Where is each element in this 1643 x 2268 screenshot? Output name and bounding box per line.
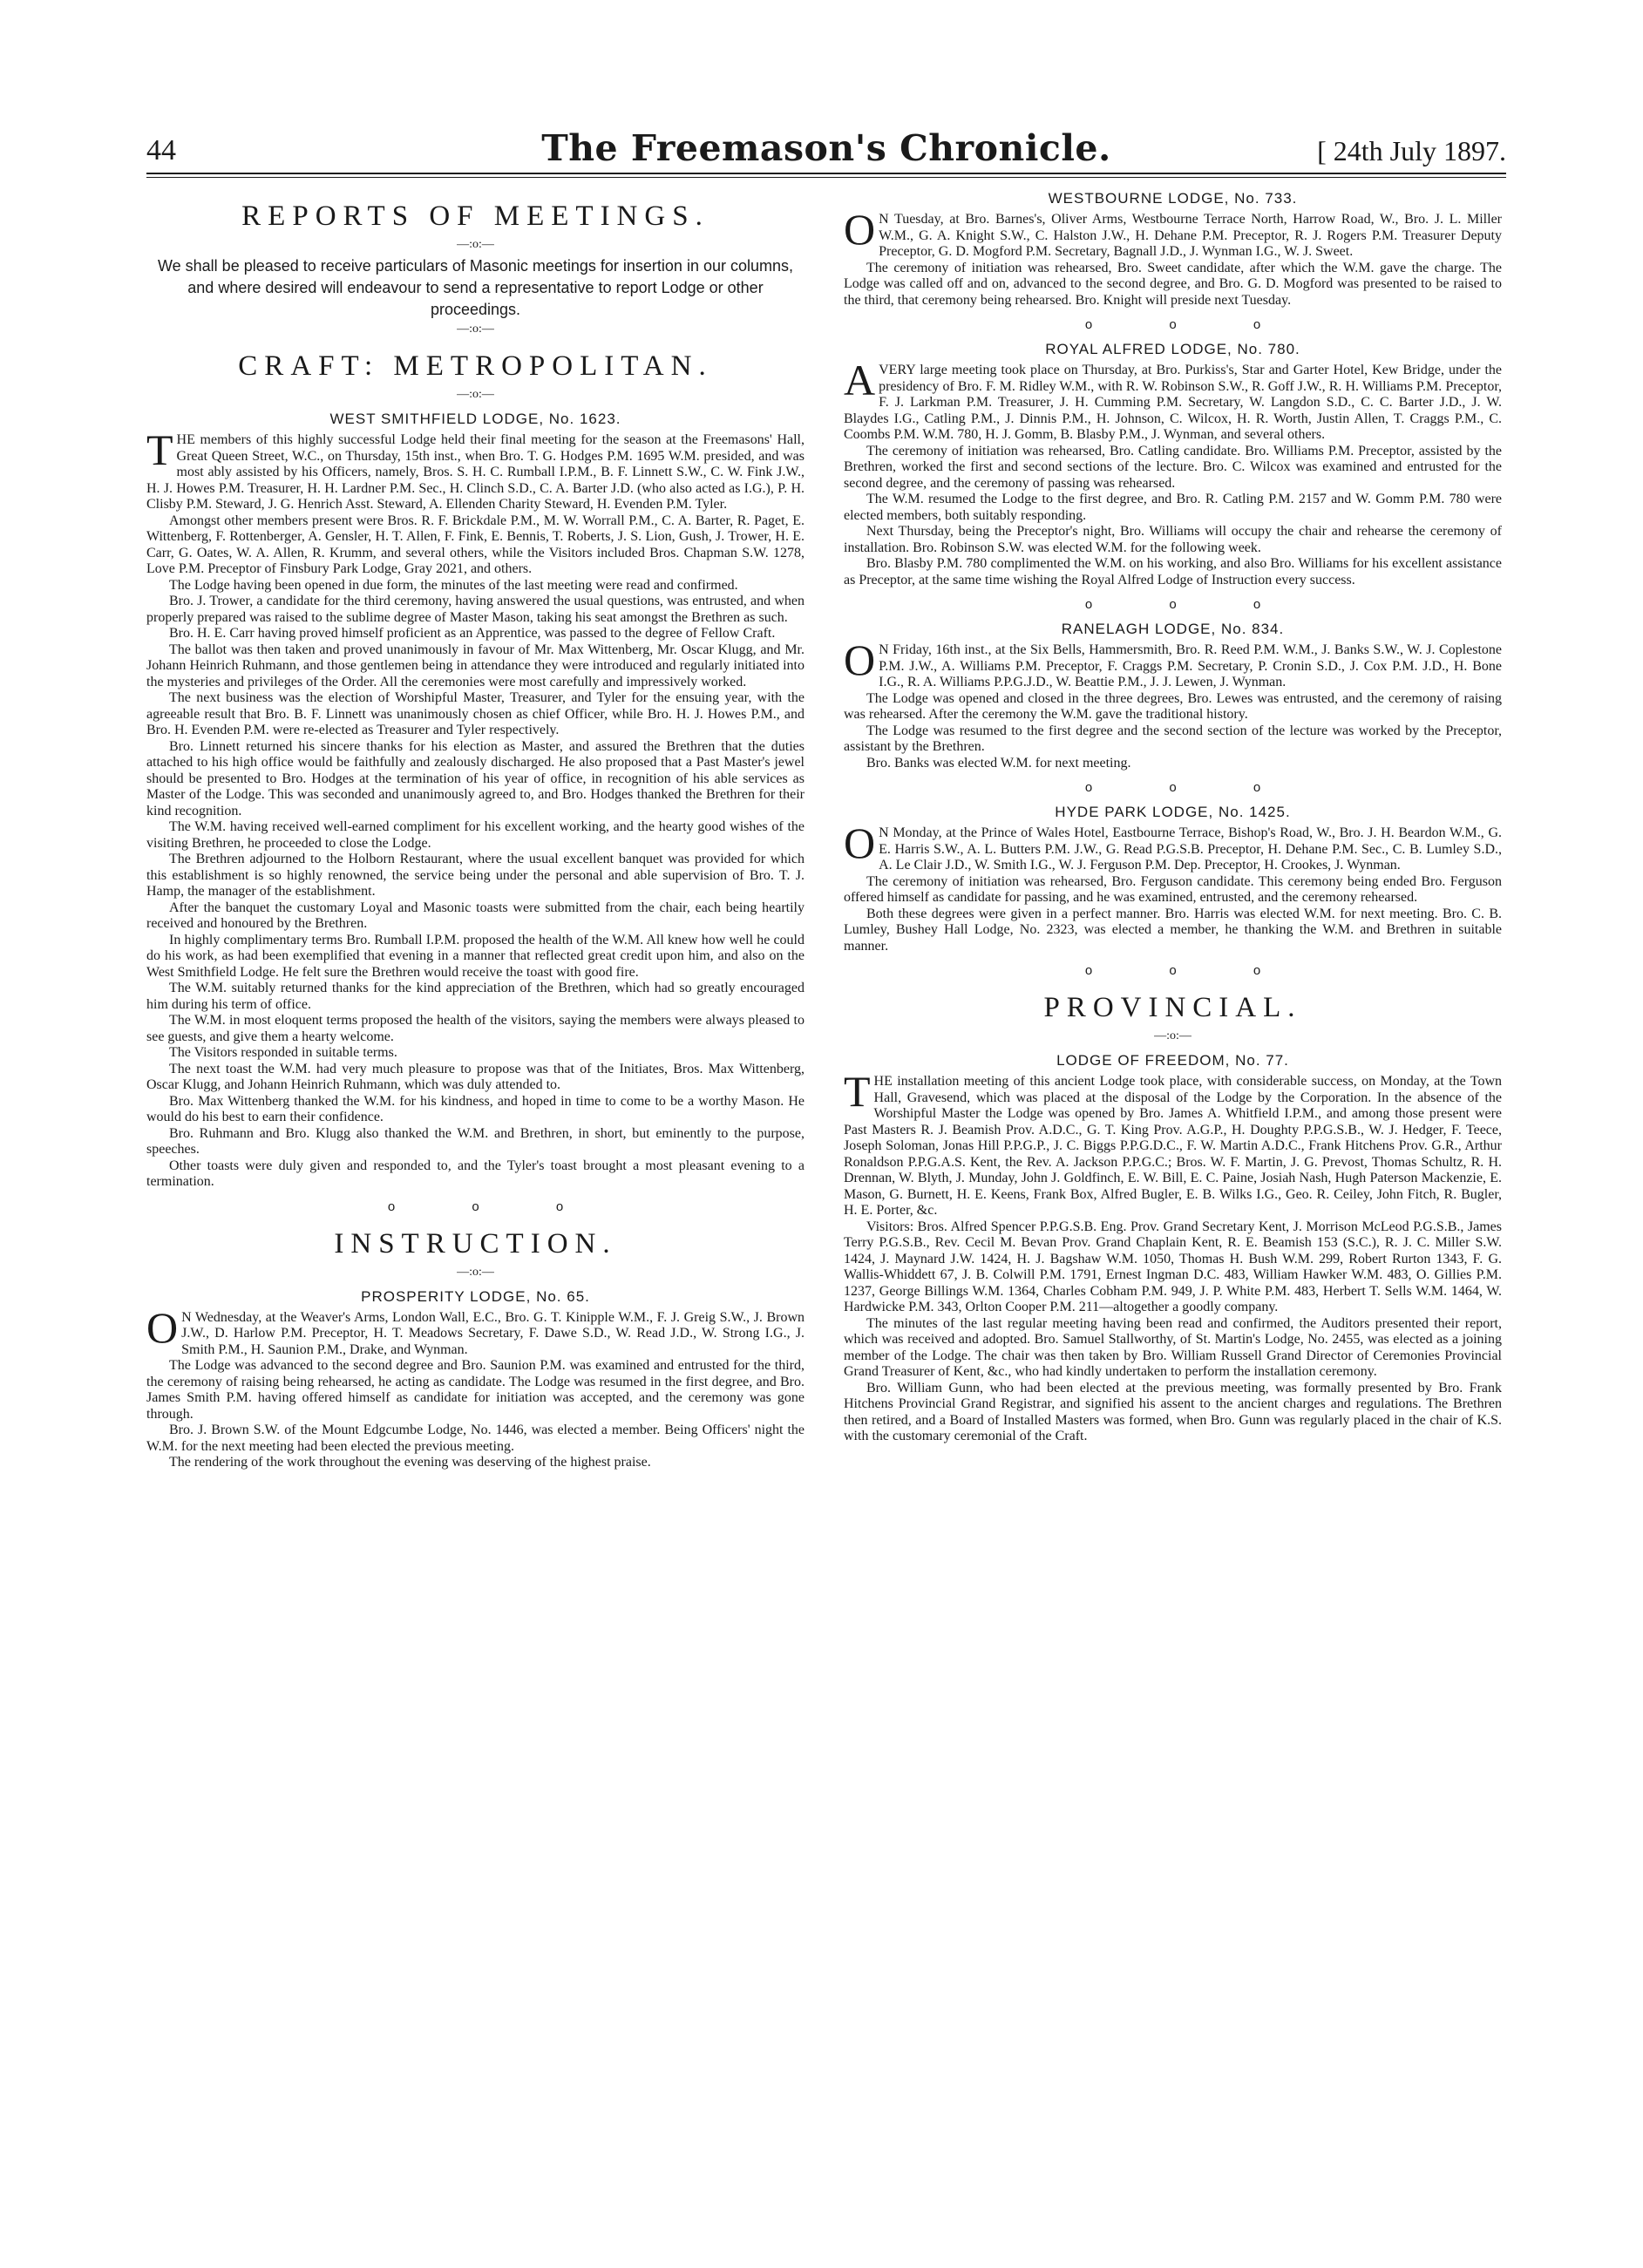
- report-paragraph: The ceremony of initiation was rehearsed, Bro. Sweet candidate, after which the W.M. gave the charge. The Lodge was called off and on, advanced to the second degree, and Bro. G. D. Mogford was presented to be raised to the third, that ceremony being rehearsed. Bro. Knight will preside next Tuesday.: [844, 260, 1502, 308]
- report-paragraph: The ceremony of initiation was rehearsed, Bro. Ferguson candidate. This ceremony being ended Bro. Ferguson offered himself as candidate for passing, and he was examined, entrusted, and the ceremony rehearsed.: [844, 873, 1502, 905]
- lodge-title: WEST SMITHFIELD LODGE, No. 1623.: [329, 411, 621, 427]
- report-paragraph: ON Wednesday, at the Weaver's Arms, London Wall, E.C., Bro. G. T. Kinipple W.M., F. J. Greig S.W., J. Brown J.W., D. Harlow P.M. Preceptor, H. T. Meadows Secretary, F. Dawe S.D., W. Read J.D., W. Strong I.G., J. Smith P.M., H. Saunion P.M., Drake, and Wynman.: [146, 1302, 805, 1357]
- separator: —:o:—: [457, 1265, 494, 1279]
- report-paragraph: In highly complimentary terms Bro. Rumball I.P.M. proposed the health of the W.M. All knew how well he could do his work, as had been exemplified that evening in a manner that reflected great credit upon him, and also on the West Smithfield Lodge. He felt sure the Brethren would receive the toast with good fire.: [146, 932, 805, 980]
- report-paragraph: Bro. Ruhmann and Bro. Klugg also thanked the W.M. and Brethren, in short, but eminently to the purpose, speeches.: [146, 1125, 805, 1157]
- journal-title: The Freemason's Chronicle.: [541, 127, 1111, 169]
- craft-metropolitan-title: CRAFT: METROPOLITAN.: [238, 350, 713, 382]
- separator: —:o:—: [457, 323, 494, 336]
- submission-notice: We shall be pleased to receive particulars of Masonic meetings for insertion in our columns, and where desired will endeavour to send a representative to report Lodge or other proceedings.: [157, 257, 794, 318]
- section-ornament: o o o: [387, 1199, 601, 1214]
- left-column: [146, 188, 805, 1471]
- lodge-title: ROYAL ALFRED LODGE, No. 780.: [1045, 341, 1300, 357]
- report-paragraph: Amongst other members present were Bros. R. F. Brickdale P.M., M. W. Worrall P.M., C. A. Barter, R. Paget, E. Wittenberg, F. Rottenberger, A. Gensler, H. T. Allen, F. Fink, E. Bennis, T. Roberts, J. S. Lion, Gush, J. Trower, H. E. Carr, G. Oates, W. A. Allen, R. Krumm, and several others, while the Visitors included Bros. Chapman S.W. 1278, Love P.M. Preceptor of Finsbury Park Lodge, Gray 2021, and others.: [146, 513, 805, 576]
- reports-title: REPORTS OF MEETINGS.: [241, 200, 709, 232]
- separator: —:o:—: [457, 388, 494, 401]
- report-paragraph: THE installation meeting of this ancient Lodge took place, with considerable success, on Monday, at the Town Hall, Gravesend, which was placed at the disposal of the Lodge by the Corporation. In the absence of the Worshipful Master the Lodge was opened by Bro. James A. Whitfield I.P.M., and among those present were Past Masters R. J. Beamish Prov. A.D.C., G. T. King Prov. A.G.P., H. Doughty P.P.G.S.B., W. J. Hedger, F. Teece, Joseph Soloman, Jonas Hill P.P.G.P., J. C. Biggs P.P.G.D.C., F. W. Martin A.D.C., Frank Hitchens Prov. G.R., Arthur Ronaldson P.P.G.A.S. Kent, the Rev. A. Jackson P.P.G.C.; Bros. W. F. Martin, J. G. Prevost, Thomas Schultz, R. H. Drennan, W. Blyth, J. Munday, John J. Goldfinch, E. W. Bill, E. C. Paine, Josiah Nash, Hugh Paterson Mackenzie, E. Mason, G. Burnett, H. E. Keens, Frank Box, Alfred Bugler, E. B. Wilks I.G., Geo. R. Ceiley, John Fitch, R. Bugler, H. E. Porter, &c.: [844, 1067, 1502, 1218]
- west-smithfield-report: [146, 411, 805, 1191]
- header-rule: [146, 173, 1506, 174]
- separator: —:o:—: [1154, 1029, 1192, 1042]
- report-paragraph: ON Friday, 16th inst., at the Six Bells, Hammersmith, Bro. R. Reed P.M. W.M., J. Banks S.W., W. J. Coplestone P.M. J.W., A. Williams P.M. Preceptor, F. Craggs P.M. Secretary, P. Cronin S.D., J. Cox P.M. J.D., H. Bone I.G., R. A. Williams P.P.G.J.D., W. Beattie P.M., J. J. Lewen, J. Wynman.: [844, 635, 1502, 689]
- hyde-park-report: [844, 804, 1502, 954]
- freedom-report: [844, 1052, 1502, 1445]
- report-paragraph: The next business was the election of Worshipful Master, Treasurer, and Tyler for the ensuing year, with the agreeable result that Bro. B. F. Linnett was unanimously chosen as chief Officer, while Bro. H. J. Howes P.M., and Bro. H. Evenden P.M. were re-elected as Treasurer and Tyler respectively.: [146, 690, 805, 737]
- report-paragraph: The minutes of the last regular meeting having been read and confirmed, the Auditors presented their report, which was received and adopted. Bro. Samuel Stallworthy, of St. Martin's Lodge, No. 2455, was elected as a joining member of the Lodge. The chair was then taken by Bro. William Russell Grand Director of Ceremonies Provincial Grand Treasurer of Kent, &c., who had kindly undertaken to perform the installation ceremony.: [844, 1315, 1502, 1379]
- lodge-title: WESTBOURNE LODGE, No. 733.: [1048, 190, 1298, 207]
- right-column: [844, 188, 1502, 1445]
- report-paragraph: The next toast the W.M. had very much pleasure to propose was that of the Initiates, Bros. Max Wittenberg, Oscar Klugg, and Johann Heinrich Ruhmann, which was duly attended to.: [146, 1061, 805, 1092]
- report-paragraph: AVERY large meeting took place on Thursday, at Bro. Purkiss's, Star and Garter Hotel, Kew Bridge, under the presidency of Bro. F. M. Ridley W.M., with R. W. Robinson S.W., R. Goff J.W., R. H. Williams P.M. Preceptor, F. J. Larkman P.M. Treasurer, J. H. Cumming P.M. Secretary, W. Langdon S.D., C. C. Barter J.D., J. W. Blaydes I.G., Catling P.M., J. Dinnis P.M., H. Johnson, C. Wilcox, H. R. Worth, Justin Allen, T. Craggs P.M., C. Coombs P.M. W.M. 780, H. J. Gomm, B. Blasby P.M., J. Wynman, and several others.: [844, 356, 1502, 442]
- lodge-title: RANELAGH LODGE, No. 834.: [1061, 621, 1285, 637]
- report-paragraph: THE members of this highly successful Lodge held their final meeting for the season at the Freemasons' Hall, Great Queen Street, W.C., on Thursday, 15th inst., when Bro. T. G. Hodges P.M. 1695 W.M. presided, and was most ably assisted by his Officers, namely, Bros. S. H. C. Rumball I.P.M., B. F. Linnett S.W., C. W. Fink J.W., H. J. Howes P.M. Treasurer, H. H. Lardner P.M. Sec., H. Clinch S.D., C. A. Barter J.D. (who also acted as I.G.), P. H. Clisby P.M. Steward, J. G. Henrich Asst. Steward, A. Ellenden Charity Steward, H. Evenden P.M. Tyler.: [146, 425, 805, 512]
- report-paragraph: After the banquet the customary Loyal and Masonic toasts were submitted from the chair, each being heartily received and honoured by the Brethren.: [146, 900, 805, 931]
- masthead: [146, 127, 1506, 171]
- report-paragraph: The Lodge was resumed to the first degree and the second section of the lecture was worked by the Preceptor, assistant by the Brethren.: [844, 723, 1502, 754]
- ranelagh-report: [844, 621, 1502, 771]
- report-paragraph: The W.M. having received well-earned compliment for his excellent working, and the hearty good wishes of the visiting Brethren, he proceeded to close the Lodge.: [146, 819, 805, 851]
- report-paragraph: The Lodge was advanced to the second degree and Bro. Saunion P.M. was examined and entrusted for the third, the ceremony of raising being rehearsed, he acting as candidate. The Lodge was resumed in the first degree, and Bro. James Smith P.M. having offered himself as candidate for initiation was accepted, and the ceremony was gone through.: [146, 1358, 805, 1422]
- report-paragraph: Bro. Max Wittenberg thanked the W.M. for his kindness, and hoped in time to come to be a worthy Mason. He would do his best to earn their confidence.: [146, 1093, 805, 1124]
- report-paragraph: Both these degrees were given in a perfect manner. Bro. Harris was elected W.M. for next meeting. Bro. C. B. Lumley, Bushey Hall Lodge, No. 2323, was elected a member, he thanking the W.M. and Brethren in suitable manner.: [844, 906, 1502, 954]
- lodge-title: LODGE OF FREEDOM, No. 77.: [1056, 1052, 1289, 1069]
- report-paragraph: The W.M. resumed the Lodge to the first degree, and Bro. R. Catling P.M. 2157 and W. Gomm P.M. 780 were elected members, both suitably responding.: [844, 492, 1502, 523]
- lodge-title: HYDE PARK LODGE, No. 1425.: [1055, 804, 1291, 820]
- report-paragraph: Visitors: Bros. Alfred Spencer P.P.G.S.B. Eng. Prov. Grand Secretary Kent, J. Morrison McLeod P.G.S.B., James Terry P.G.S.B., Rev. Cecil M. Bevan Prov. Grand Chaplain Kent, R. E. Beamish 153 (S.C.), R. J. C. Miller S.W. 1424, J. Maynard J.W. 1424, H. J. Bagshaw W.M. 1050, Thomas H. Bush W.M. 299, Robert Rurton 1343, F. G. Wallis-Whiddett 67, J. B. Colwill P.M. 1791, Ernest Ingman D.C. 483, William Hawker W.M. 483, O. Gillies P.M. 1237, George Billings W.M. 1364, Charles Cobham P.M. 949, J. P. White P.M. 483, Herbert T. Sells W.M. 1464, W. Hardwicke P.M. 343, Orlton Cooper P.M. 211—altogether a goodly company.: [844, 1219, 1502, 1314]
- report-paragraph: The ceremony of initiation was rehearsed, Bro. Catling candidate. Bro. Williams P.M. Preceptor, assisted by the Brethren, worked the first and second sections of the lecture. Bro. C. Wilcox was examined and entrusted for the second degree, and the ceremony of passing was rehearsed.: [844, 443, 1502, 491]
- report-paragraph: The Lodge having been opened in due form, the minutes of the last meeting were read and confirmed.: [169, 577, 738, 593]
- header-rule-thin: [146, 177, 1506, 178]
- provincial-title: PROVINCIAL.: [1043, 992, 1302, 1023]
- instruction-title: INSTRUCTION.: [334, 1227, 617, 1260]
- report-paragraph: The ballot was then taken and proved unanimously in favour of Mr. Max Wittenberg, Mr. Oscar Klugg, and Mr. Johann Heinrich Ruhmann, and those gentlemen being in attendance they were introduced and regularly initiated into the mysteries and privileges of the Order. All the ceremonies were most carefully and impressively worked.: [146, 642, 805, 689]
- report-paragraph: Bro. William Gunn, who had been elected at the previous meeting, was formally presented by Bro. Frank Hitchens Provincial Grand Registrar, and signified his assent to the ancient charges and regulations. The Brethren then retired, and a Board of Installed Masters was formed, when Bro. Gunn was regularly placed in the chair of K.S. with the customary ceremonial of the Craft.: [844, 1380, 1502, 1443]
- royal-alfred-report: [844, 341, 1502, 588]
- lodge-title: PROSPERITY LODGE, No. 65.: [361, 1287, 590, 1305]
- section-ornament: o o o: [1084, 597, 1298, 612]
- section-ornament: o o o: [1084, 963, 1298, 978]
- report-paragraph: The Visitors responded in suitable terms.: [169, 1045, 397, 1060]
- section-ornament: o o o: [1084, 780, 1298, 795]
- prosperity-report: [146, 1288, 805, 1471]
- report-paragraph: ON Monday, at the Prince of Wales Hotel, Eastbourne Terrace, Bishop's Road, W., Bro. J. H. Beardon W.M., G. E. Harris S.W., A. L. Butters P.M. J.W., G. Read P.G.S.B. Preceptor, H. Dehane P.M. Sec., C. B. Lumley S.D., A. Le Clair J.D., W. Smith I.G., W. J. Ferguson P.M. Dep. Preceptor, H. Crookes, J. Wynman.: [844, 818, 1502, 873]
- report-paragraph: The W.M. suitably returned thanks for the kind appreciation of the Brethren, which had so greatly encouraged him during his term of office.: [146, 981, 805, 1012]
- report-paragraph: Bro. Blasby P.M. 780 complimented the W.M. on his working, and also Bro. Williams for his excellent assistance as Preceptor, at the same time wishing the Royal Alfred Lodge of Instruction every success.: [844, 556, 1502, 587]
- issue-date: [ 24th July 1897.: [1317, 135, 1506, 166]
- report-paragraph: The W.M. in most eloquent terms proposed the health of the visitors, saying the members were always pleased to see guests, and give them a hearty welcome.: [146, 1013, 805, 1044]
- westbourne-report: [844, 190, 1502, 309]
- section-ornament: o o o: [1084, 317, 1298, 332]
- report-paragraph: Other toasts were duly given and responded to, and the Tyler's toast brought a most pleasant evening to a termination.: [146, 1158, 805, 1189]
- report-paragraph: The Brethren adjourned to the Holborn Restaurant, where the usual excellent banquet was provided for which this establishment is so highly renowned, the service being under the personal and able supervision of Bro. T. J. Hamp, the manager of the establishment.: [146, 852, 805, 899]
- report-paragraph: Next Thursday, being the Preceptor's night, Bro. Williams will occupy the chair and rehearse the ceremony of installation. Bro. Robinson S.W. was elected W.M. for the following week.: [844, 524, 1502, 555]
- report-paragraph: Bro. Banks was elected W.M. for next meeting.: [866, 755, 1131, 771]
- report-paragraph: Bro. Linnett returned his sincere thanks for his election as Master, and assured the Brethren that the duties attached to his high office would be faithfully and zealously discharged. He also proposed that a Past Master's jewel should be presented to Bro. Hodges at the termination of his year of office, in recognition of his able services as Master of the Lodge. This was seconded and unanimously agreed to, and Bro. Hodges thanked the Brethren for their kind recognition.: [146, 738, 805, 818]
- report-paragraph: Bro. H. E. Carr having proved himself proficient as an Apprentice, was passed to the degree of Fellow Craft.: [169, 626, 776, 641]
- report-paragraph: Bro. J. Trower, a candidate for the third ceremony, having answered the usual questions, was entrusted, and when properly prepared was raised to the sublime degree of Master Mason, taking his seat amongst the Brethren as such.: [146, 594, 805, 625]
- report-paragraph: Bro. J. Brown S.W. of the Mount Edgcumbe Lodge, No. 1446, was elected a member. Being Officers' night the W.M. for the next meeting had been elected the previous meeting.: [146, 1423, 805, 1454]
- report-paragraph: The rendering of the work throughout the evening was deserving of the highest praise.: [169, 1455, 651, 1470]
- separator: —:o:—: [457, 238, 494, 251]
- page-number: 44: [146, 134, 176, 166]
- report-paragraph: ON Tuesday, at Bro. Barnes's, Oliver Arms, Westbourne Terrace North, Harrow Road, W., Bro. J. L. Miller W.M., G. A. Knight S.W., C. Halston J.W., H. Dehane P.M. Preceptor, R. J. Rogers P.M. Treasurer Deputy Preceptor, G. D. Mogford P.M. Secretary, Bagnall J.D., J. Wynman I.G., W. J. Sweet.: [844, 205, 1502, 259]
- report-paragraph: The Lodge was opened and closed in the three degrees, Bro. Lewes was entrusted, and the ceremony of raising was rehearsed. After the ceremony the W.M. gave the traditional history.: [844, 690, 1502, 722]
